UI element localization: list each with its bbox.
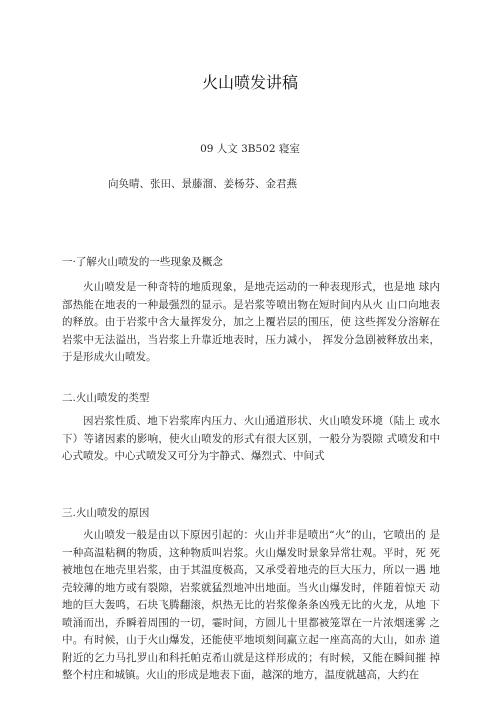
section-heading-types: 二.火山喷发的类型 <box>62 392 150 404</box>
author-list: 向奂晴、张田、景藤溜、姜杨芬、金君燕 <box>108 178 297 190</box>
section-body-concepts: 火山喷发是一种奇特的地质现象，是地壳运动的一种表现形式，也是地 球内部热能在地表的一种最强烈的显示。是岩浆等喷出物在短时间内从火 山口向地表的释放。由于岩浆中含大量挥发分，加之上覆岩层的围压，使 这些挥发分溶解在岩浆中无法溢出，当岩浆上升靠近地表时，压力减小， 挥发分急剧被释放出来，于是形成火山喷发。 <box>62 281 440 363</box>
section-body-causes: 火山喷发一般是由以下原因引起的：火山并非是喷出“火”的山，它喷出的 是一种高温粘稠的物质，这种物质叫岩浆。火山爆发时景象异常壮观。平时，死 死被地包在地壳里岩浆，由于其温度极高，又承受着地壳的巨大压力，所以一遇 地壳较薄的地方或有裂隙，岩浆就猛烈地冲出地面。当火山爆发时，伴随着惊天 动地的巨大轰鸣，石块飞腾翻滚，炽热无比的岩浆像条条凶残无比的火龙，从地 下喷涌而出，乔瞬着周围的一切，霎时间，方圆儿十里都被笼罩在一片浓烟迷雾 之中。有时候，山于火山爆发，还能使平地顷刻间赢立起一座高高的大山，如赤 道附近的乞力马扎罗山和科托帕克希山就是这样形成的；有时候，又能在瞬间摧 掉整个村庄和城镇。火山的形成是地表下面，越深的地方，温度就越高，大约在 <box>62 529 440 681</box>
section-body-types: 因岩浆性质、地下岩浆库内压力、火山通道形状、火山喷发环境（陆上 或水下）等诸因素的影响，使火山喷发的形式有很大区别，一般分为裂隙 式喷发和中心式喷发。中心式喷发又可分为宇静式、爆烈式、中间式 <box>62 415 440 462</box>
section-heading-causes: 三.火山喷发的原因 <box>62 507 150 519</box>
document-subtitle: 09 人文 3B502 寝室 <box>200 143 300 155</box>
section-heading-concepts: 一·了解火山喷发的一些现象及概念 <box>62 256 223 268</box>
document-title: 火山喷发讲稿 <box>201 73 298 92</box>
